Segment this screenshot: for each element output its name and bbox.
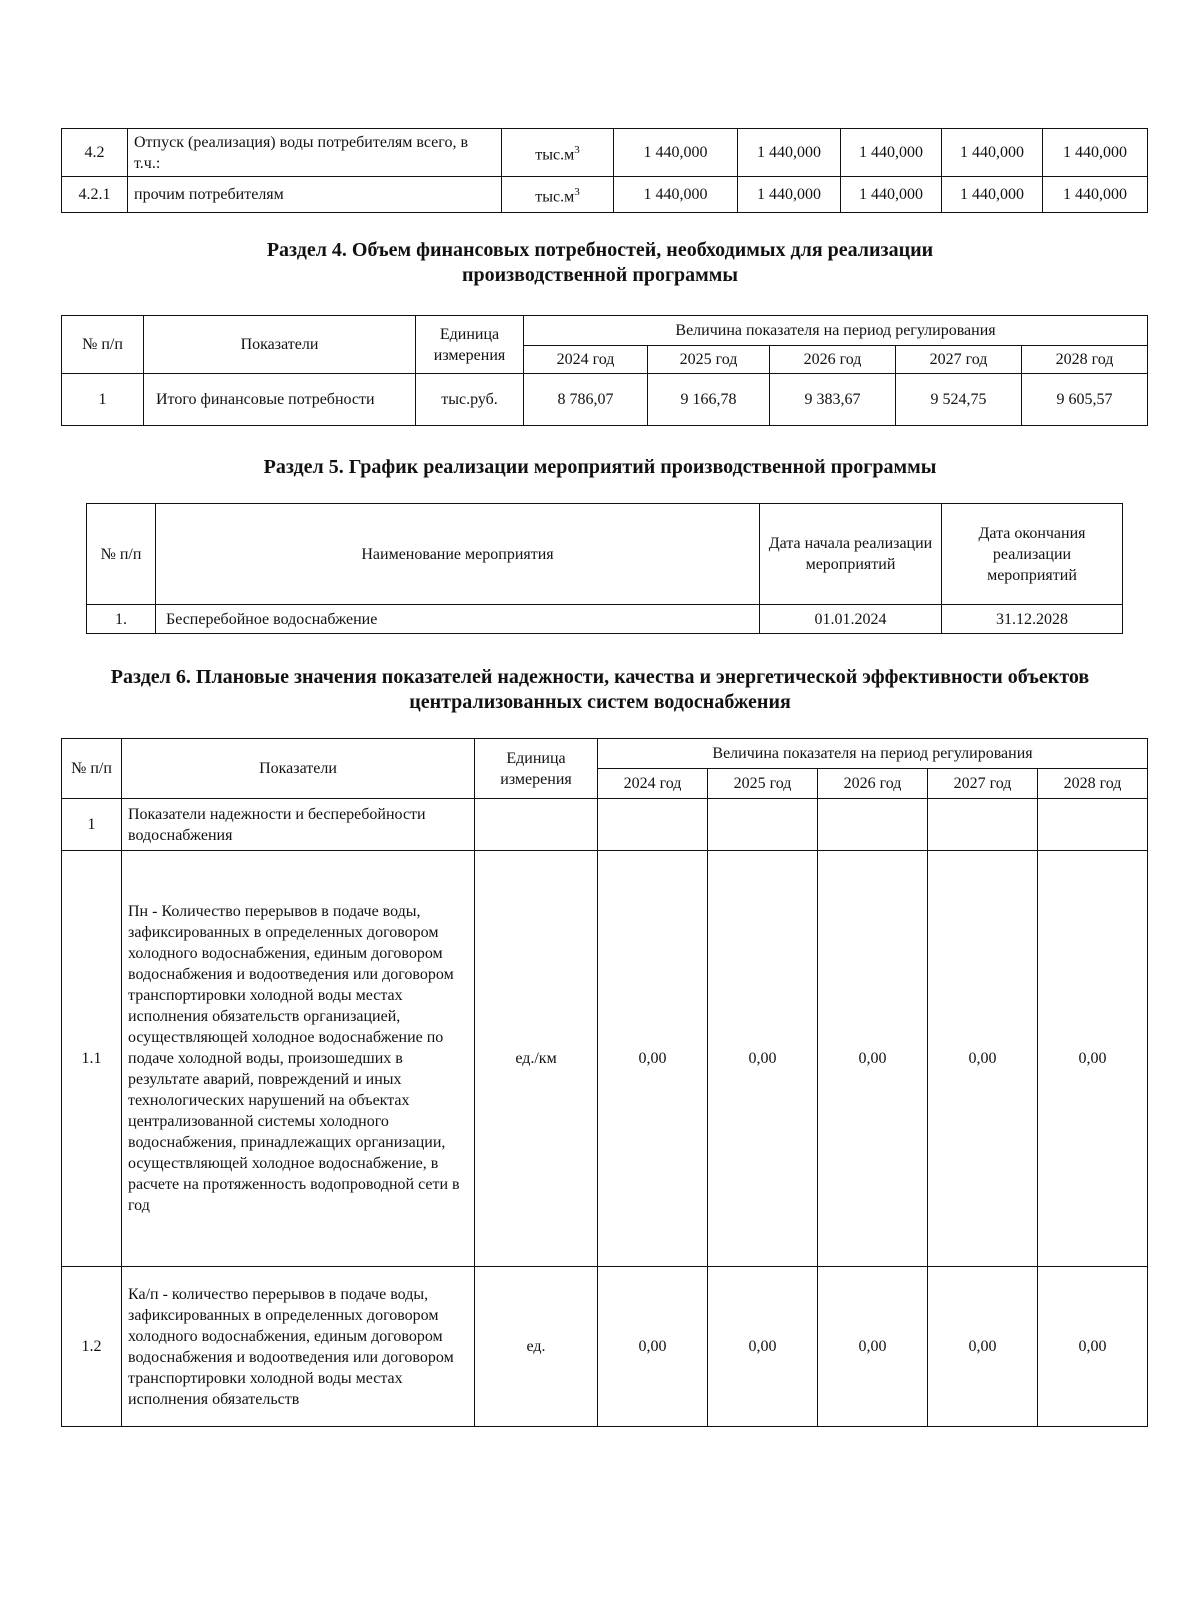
section-5-title: Раздел 5. График реализации мероприятий производственной программы <box>263 456 937 478</box>
row-number: 4.2.1 <box>62 177 128 213</box>
header-name: Показатели <box>144 316 416 374</box>
header-name: Показатели <box>122 739 475 799</box>
header-year: 2028 год <box>1038 769 1148 799</box>
table-header-row <box>62 739 1148 769</box>
value-cell: 1 440,000 <box>738 129 841 177</box>
value-cell: 1 440,000 <box>841 177 942 213</box>
financial-needs-table <box>61 315 1148 426</box>
header-unit: Единица измерения <box>416 316 524 374</box>
value-cell: 1 440,000 <box>614 177 738 213</box>
value-cell: 1 440,000 <box>841 129 942 177</box>
value-cell: 1 440,000 <box>738 177 841 213</box>
value-cell: 0,00 <box>928 851 1038 1267</box>
value-cell: 1 440,000 <box>1043 177 1148 213</box>
value-cell <box>1038 799 1148 851</box>
row-unit <box>475 799 598 851</box>
value-cell: 9 605,57 <box>1022 374 1148 426</box>
row-unit: ед. <box>475 1267 598 1427</box>
value-cell: 0,00 <box>1038 1267 1148 1427</box>
row-name: Отпуск (реализация) воды потребителям всего, в т.ч.: <box>128 129 502 177</box>
table-header-row <box>87 504 1123 605</box>
value-cell: 0,00 <box>928 1267 1038 1427</box>
header-start-date: Дата начала реализации мероприятий <box>760 504 942 605</box>
header-end-date: Дата окончания реализации мероприятий <box>942 504 1123 605</box>
row-name: Ка/п - количество перерывов в подаче воды, зафиксированных в определенных договором холодного водоснабжения, единым договором водоснабжения и водоотведения или договором транспортировки холодной воды местах исполнения обязательств <box>122 1267 475 1427</box>
row-name: Итого финансовые потребности <box>144 374 416 426</box>
header-num: № п/п <box>87 504 156 605</box>
header-year: 2026 год <box>770 346 896 374</box>
table-row <box>62 374 1148 426</box>
table-row <box>62 799 1148 851</box>
header-name: Наименование мероприятия <box>156 504 760 605</box>
row-name: Бесперебойное водоснабжение <box>156 605 760 634</box>
value-cell: 9 383,67 <box>770 374 896 426</box>
header-year: 2027 год <box>896 346 1022 374</box>
table-row <box>87 605 1123 634</box>
row-number: 1.1 <box>62 851 122 1267</box>
value-cell <box>818 799 928 851</box>
header-unit: Единица измерения <box>475 739 598 799</box>
value-cell <box>708 799 818 851</box>
value-cell <box>928 799 1038 851</box>
table-row <box>62 177 1148 213</box>
header-year: 2027 год <box>928 769 1038 799</box>
section-6-title: Раздел 6. Плановые значения показателей надежности, качества и энергетической эффективности объектов централизованных систем водоснабжения <box>110 666 1090 713</box>
value-cell: 9 166,78 <box>648 374 770 426</box>
header-year: 2025 год <box>708 769 818 799</box>
row-unit: $тыс.м^3$ <box>502 129 614 177</box>
value-cell: 0,00 <box>708 1267 818 1427</box>
row-number: 1.2 <box>62 1267 122 1427</box>
row-number: 1 <box>62 799 122 851</box>
value-cell: 0,00 <box>818 851 928 1267</box>
table-row <box>62 851 1148 1267</box>
value-cell: 0,00 <box>1038 851 1148 1267</box>
header-year: 2028 год <box>1022 346 1148 374</box>
table-row <box>62 1267 1148 1427</box>
schedule-table <box>86 503 1123 634</box>
header-period: Величина показателя на период регулирования <box>598 739 1148 769</box>
value-cell: 8 786,07 <box>524 374 648 426</box>
row-name: Пн - Количество перерывов в подаче воды, зафиксированных в определенных договором холодного водоснабжения, единым договором водоснабжения и водоотведения или договором транспортировки холодной воды местах исполнения обязательств организацией, осуществляющей холодное водоснабжение по подаче холодной воды, произошедших в результате аварий, повреждений и иных технологических нарушений на объектах централизованной системы холодного водоснабжения, принадлежащих организации, осуществляющей холодное водоснабжение, в расчете на протяженность водопроводной сети в год <box>122 851 475 1267</box>
header-period: Величина показателя на период регулирования <box>524 316 1148 346</box>
row-name: Показатели надежности и бесперебойности водоснабжения <box>122 799 475 851</box>
header-num: № п/п <box>62 316 144 374</box>
value-cell: 9 524,75 <box>896 374 1022 426</box>
row-unit: $тыс.м^3$ <box>502 177 614 213</box>
value-cell: 1 440,000 <box>942 177 1043 213</box>
water-release-table <box>61 128 1148 213</box>
value-cell: 0,00 <box>708 851 818 1267</box>
row-number: 1 <box>62 374 144 426</box>
row-unit: ед./км <box>475 851 598 1267</box>
value-cell: 0,00 <box>598 851 708 1267</box>
header-year: 2024 год <box>598 769 708 799</box>
value-cell: 1 440,000 <box>614 129 738 177</box>
value-cell: 1 440,000 <box>1043 129 1148 177</box>
section-4-title: Раздел 4. Объем финансовых потребностей, необходимых для реализации производственной программы <box>266 239 934 286</box>
value-cell: 0,00 <box>598 1267 708 1427</box>
start-date: 01.01.2024 <box>760 605 942 634</box>
header-year: 2025 год <box>648 346 770 374</box>
value-cell: 0,00 <box>818 1267 928 1427</box>
header-year: 2026 год <box>818 769 928 799</box>
row-number: 4.2 <box>62 129 128 177</box>
row-name: прочим потребителям <box>128 177 502 213</box>
table-header-row <box>62 316 1148 346</box>
value-cell <box>598 799 708 851</box>
reliability-table <box>61 738 1148 1427</box>
table-row <box>62 129 1148 177</box>
value-cell: 1 440,000 <box>942 129 1043 177</box>
header-num: № п/п <box>62 739 122 799</box>
row-unit: тыс.руб. <box>416 374 524 426</box>
row-number: 1. <box>87 605 156 634</box>
end-date: 31.12.2028 <box>942 605 1123 634</box>
header-year: 2024 год <box>524 346 648 374</box>
